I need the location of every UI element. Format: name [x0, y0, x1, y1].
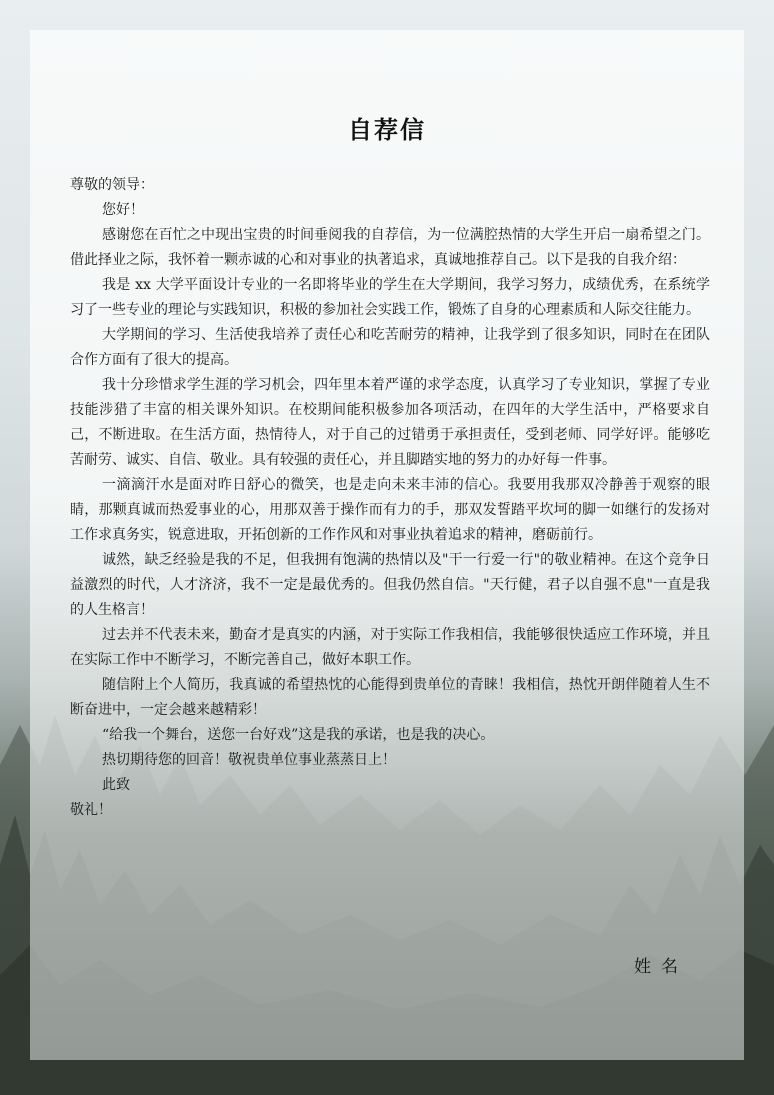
paragraph-confidence: 诚然，缺乏经验是我的不足，但我拥有饱满的热情以及"干一行爱一行"的敬业精神。在这个竞争日益激烈的时代，人才济济，我不一定是最优秀的。但我仍然自信。"天行健，君子以自强不息"一直是我的人生格言！: [70, 552, 710, 618]
paragraph-introduction: 我是 xx 大学平面设计专业的一名即将毕业的学生在大学期间，我学习努力，成绩优秀，在系统学习了一些专业的理论与实践知识，积极的参加社会实践工作，锻炼了自身的心理素质和人际交往能力。: [70, 277, 710, 318]
paragraph-promise: “给我一个舞台，送您一台好戏”这是我的承诺，也是我的决心。: [102, 727, 495, 743]
signature-name: 姓名: [634, 957, 688, 977]
letter-page: [30, 30, 744, 1060]
letter-title: 自荐信: [348, 115, 426, 144]
paragraph-determination: 一滴滴汗水是面对昨日舒心的微笑，也是走向未来丰沛的信心。我要用我那双冷静善于观察的眼睛，那颗真诚而热爱事业的心，用那双善于操作而有力的手，那双发誓踏平坎坷的脚一如继行的发扬对工作求真务实，锐意进取，开拓创新的工作作风和对事业执着追求的精神，磨砺前行。: [70, 477, 710, 543]
paragraph-expectation: 热切期待您的回音！敬祝贵单位事业蒸蒸日上！: [102, 752, 396, 768]
paragraph-university-life: 大学期间的学习、生活使我培养了责任心和吃苦耐劳的精神，让我学到了很多知识，同时在在团队合作方面有了很大的提高。: [70, 327, 710, 368]
salutation: 尊敬的领导：: [70, 177, 154, 193]
paragraph-gratitude: 感谢您在百忙之中现出宝贵的时间垂阅我的自荐信，为一位满腔热情的大学生开启一扇希望之门。借此择业之际，我怀着一颗赤诚的心和对事业的执著追求，真诚地推荐自己。以下是我的自我介绍：: [70, 227, 710, 268]
paragraph-future: 过去并不代表未来，勤奋才是真实的内涵，对于实际工作我相信，我能够很快适应工作环境，并且在实际工作中不断学习，不断完善自己，做好本职工作。: [70, 627, 710, 668]
paragraph-study: 我十分珍惜求学生涯的学习机会，四年里本着严谨的求学态度，认真学习了专业知识，掌握了专业技能涉猎了丰富的相关课外知识。在校期间能积极参加各项活动，在四年的大学生活中，严格要求自己，不断进取。在生活方面，热情待人，对于自己的过错勇于承担责任，受到老师、同学好评。能够吃苦耐劳、诚实、自信、敬业。具有较强的责任心，并且脚踏实地的努力的办好每一件事。: [70, 377, 710, 468]
paragraph-resume: 随信附上个人简历，我真诚的希望热忱的心能得到贵单位的青睐！我相信，热忱开朗伴随着人生不断奋进中，一定会越来越精彩！: [70, 677, 710, 718]
letter-body: [70, 173, 710, 823]
greeting: 您好！: [102, 202, 144, 218]
regards: 敬礼！: [70, 802, 112, 818]
closing: 此致: [102, 777, 130, 793]
